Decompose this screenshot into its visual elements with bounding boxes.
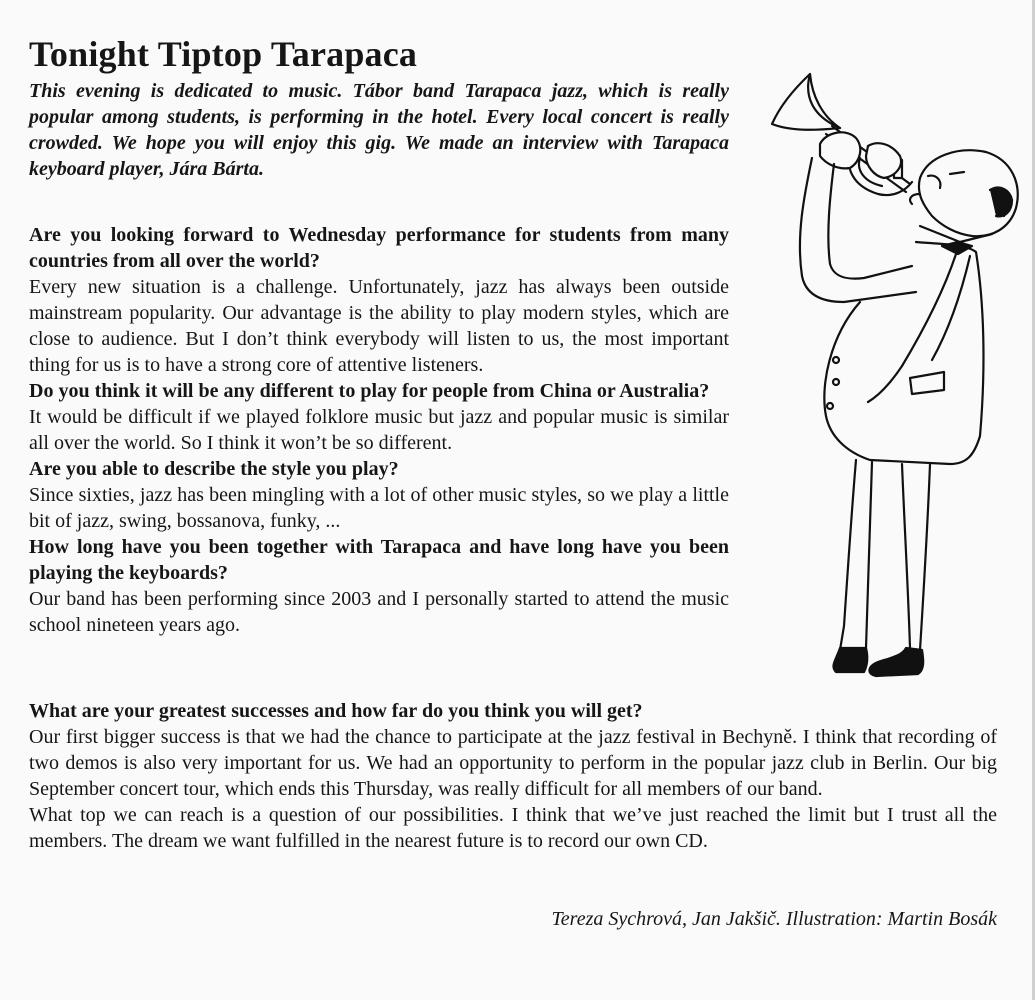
question: What are your greatest successes and how far do you think you will get? [29,700,643,722]
question: Do you think it will be any different to play for people from China or Australia? [29,380,710,402]
answer: What top we can reach is a question of our possibilities. I think that we’ve just reached the limit but I trust all the members. The dream we want fulfilled in the nearest future is to record our own CD. [29,804,997,852]
interview-body-lower [29,724,997,854]
answer: Our band has been performing since 2003 and I personally started to attend the music school nineteen years ago. [29,588,729,636]
question: How long have you been together with Tarapaca and have long have you been playing the keyboards? [29,536,729,584]
answer: Every new situation is a challenge. Unfortunately, jazz has always been outside mainstream popularity. Our advantage is the ability to play modern styles, which are close to audience. But I don’t think everybody will listen to us, the most important thing for us is to have a strong core of attentive listeners. [29,276,729,376]
question: Are you able to describe the style you play? [29,458,399,480]
trumpet-player-illustration [760,66,1030,686]
article-title: Tonight Tiptop Tarapaca [29,34,418,74]
article-intro: This evening is dedicated to music. Tábor band Tarapaca jazz, which is really popular among students, is performing in the hotel. Every local concert is really crowded. We hope you will enjoy this gig. We made an interview with Tarapaca keyboard player, Jára Bárta. [29,80,729,180]
interview-question-last [29,698,729,724]
article-credit: Tereza Sychrová, Jan Jakšič. Illustration: Martin Bosák [551,908,997,930]
answer: Since sixties, jazz has been mingling with a lot of other music styles, so we play a little bit of jazz, swing, bossanova, funky, ... [29,484,729,532]
question: Are you looking forward to Wednesday performance for students from many countries from all over the world? [29,224,729,272]
interview-body-upper [29,222,729,638]
answer: Our first bigger success is that we had the chance to participate at the jazz festival in Bechyně. I think that recording of two demos is also very important for us. We had an opportunity to perform in the popular jazz club in Berlin. Our big September concert tour, which ends this Thursday, was really difficult for all members of our band. [29,726,997,800]
answer: It would be difficult if we played folklore music but jazz and popular music is similar all over the world. So I think it won’t be so different. [29,406,729,454]
